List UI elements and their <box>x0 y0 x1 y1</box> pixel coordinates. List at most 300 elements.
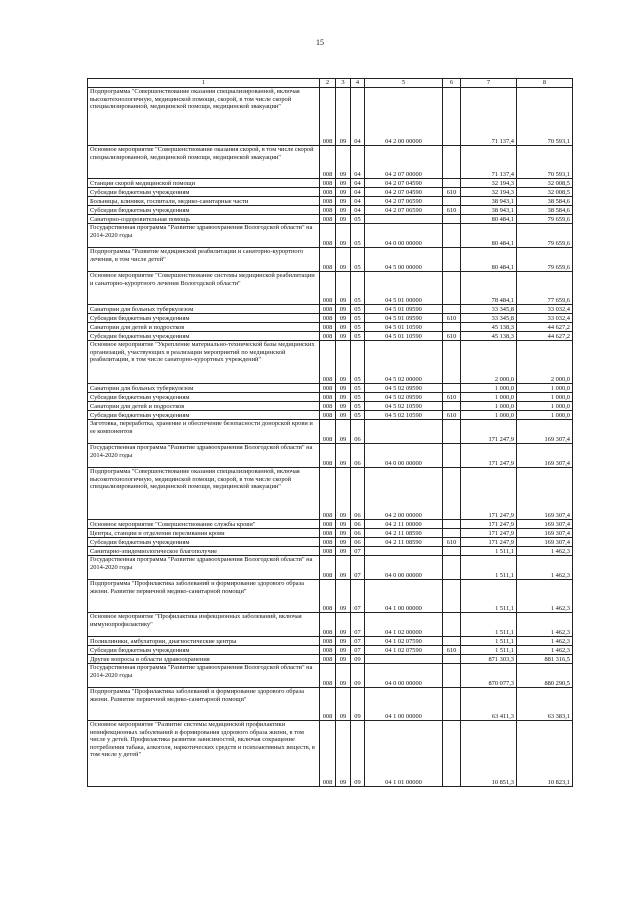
table-row <box>88 538 573 547</box>
target-article-cell: 04 5 00 00000 <box>365 248 443 272</box>
admin-code-cell: 008 <box>320 305 336 314</box>
row-name-cell: Основное мероприятие "Совершенствование системы медицинской реабилитации и санаторно-курортного лечения Вологодской области" <box>88 272 320 305</box>
section-code-cell: 09 <box>336 305 351 314</box>
subsection-code-cell: 05 <box>351 411 365 420</box>
admin-code-cell: 008 <box>320 88 336 146</box>
table-row <box>88 197 573 206</box>
section-code-cell: 09 <box>336 215 351 224</box>
admin-code-cell: 008 <box>320 224 336 248</box>
table-row <box>88 323 573 332</box>
table-header-row <box>88 79 573 88</box>
row-name-cell: Санитарно-эпидемиологическое благополучие <box>88 547 320 556</box>
row-name-cell: Станции скорой медицинской помощи <box>88 179 320 188</box>
target-article-cell: 04 5 02 09590 <box>365 393 443 402</box>
table-row <box>88 468 573 520</box>
column-header: 7 <box>461 79 517 88</box>
table-row <box>88 420 573 444</box>
admin-code-cell: 008 <box>320 197 336 206</box>
table-row <box>88 637 573 646</box>
target-article-cell: 04 5 01 09590 <box>365 305 443 314</box>
row-name-cell: Субсидии бюджетным учреждениям <box>88 314 320 323</box>
row-name-cell: Государственная программа "Развитие здравоохранения Вологодской области" на 2014-2020 годы <box>88 556 320 580</box>
column-header: 6 <box>443 79 461 88</box>
admin-code-cell: 008 <box>320 538 336 547</box>
table-row <box>88 88 573 146</box>
target-article-cell: 04 2 07 04590 <box>365 188 443 197</box>
table-row <box>88 146 573 179</box>
amount-2020-cell: 44 627,2 <box>517 323 573 332</box>
target-article-cell: 04 0 00 00000 <box>365 224 443 248</box>
section-code-cell: 09 <box>336 529 351 538</box>
amount-2019-cell: 78 484,1 <box>461 272 517 305</box>
admin-code-cell: 008 <box>320 529 336 538</box>
admin-code-cell: 008 <box>320 215 336 224</box>
amount-2019-cell: 71 137,4 <box>461 88 517 146</box>
amount-2019-cell: 38 943,1 <box>461 197 517 206</box>
amount-2019-cell: 80 484,1 <box>461 248 517 272</box>
target-article-cell: 04 2 07 00000 <box>365 146 443 179</box>
target-article-cell: 04 2 07 06590 <box>365 206 443 215</box>
target-article-cell: 04 5 01 10590 <box>365 332 443 341</box>
target-article-cell: 04 5 01 00000 <box>365 272 443 305</box>
amount-2019-cell: 1 511,1 <box>461 637 517 646</box>
table-row <box>88 188 573 197</box>
expense-type-cell <box>443 88 461 146</box>
amount-2019-cell: 171 247,9 <box>461 444 517 468</box>
amount-2019-cell: 171 247,9 <box>461 420 517 444</box>
amount-2020-cell: 1 462,3 <box>517 556 573 580</box>
table-row <box>88 444 573 468</box>
section-code-cell: 09 <box>336 646 351 655</box>
subsection-code-cell: 04 <box>351 197 365 206</box>
amount-2019-cell: 1 511,1 <box>461 646 517 655</box>
admin-code-cell: 008 <box>320 272 336 305</box>
amount-2019-cell: 32 194,3 <box>461 188 517 197</box>
budget-table <box>87 78 573 787</box>
amount-2019-cell: 171 247,9 <box>461 538 517 547</box>
admin-code-cell: 008 <box>320 341 336 384</box>
amount-2019-cell: 171 247,9 <box>461 529 517 538</box>
subsection-code-cell: 04 <box>351 88 365 146</box>
row-name-cell: Субсидии бюджетным учреждениям <box>88 646 320 655</box>
amount-2020-cell: 169 307,4 <box>517 529 573 538</box>
amount-2019-cell: 63 411,3 <box>461 688 517 721</box>
row-name-cell: Санатории для больных туберкулезом <box>88 384 320 393</box>
expense-type-cell <box>443 580 461 613</box>
table-row <box>88 248 573 272</box>
table-row <box>88 384 573 393</box>
admin-code-cell: 008 <box>320 420 336 444</box>
target-article-cell: 04 1 02 07590 <box>365 637 443 646</box>
section-code-cell: 09 <box>336 547 351 556</box>
table-row <box>88 580 573 613</box>
section-code-cell: 09 <box>336 444 351 468</box>
amount-2019-cell: 32 194,3 <box>461 179 517 188</box>
subsection-code-cell: 05 <box>351 341 365 384</box>
subsection-code-cell: 05 <box>351 393 365 402</box>
admin-code-cell: 008 <box>320 637 336 646</box>
amount-2019-cell: 1 000,0 <box>461 411 517 420</box>
amount-2020-cell: 880 290,5 <box>517 664 573 688</box>
amount-2020-cell: 1 462,3 <box>517 547 573 556</box>
section-code-cell: 09 <box>336 520 351 529</box>
expense-type-cell <box>443 520 461 529</box>
target-article-cell: 04 2 00 00000 <box>365 88 443 146</box>
table-row <box>88 332 573 341</box>
target-article-cell <box>365 655 443 664</box>
amount-2020-cell: 1 462,3 <box>517 637 573 646</box>
subsection-code-cell: 05 <box>351 332 365 341</box>
expense-type-cell <box>443 468 461 520</box>
row-name-cell: Основное мероприятие "Укрепление материально-технической базы медицинских организаций, участвующих в реализации мероприятий по медицинской реабилитации, в том числе санаторно-курортных учреждений" <box>88 341 320 384</box>
target-article-cell: 04 1 02 00000 <box>365 613 443 637</box>
amount-2019-cell: 1 000,0 <box>461 393 517 402</box>
row-name-cell: Государственная программа "Развитие здравоохранения Вологодской области" на 2014-2020 годы <box>88 224 320 248</box>
table-row <box>88 314 573 323</box>
amount-2019-cell: 1 511,1 <box>461 580 517 613</box>
table-row <box>88 520 573 529</box>
row-name-cell: Субсидии бюджетным учреждениям <box>88 538 320 547</box>
section-code-cell: 09 <box>336 323 351 332</box>
table-row <box>88 305 573 314</box>
admin-code-cell: 008 <box>320 248 336 272</box>
row-name-cell: Основное мероприятие "Совершенствование оказания скорой, в том числе скорой специализированной, медицинской помощи, медицинской эвакуации" <box>88 146 320 179</box>
target-article-cell: 04 2 11 00000 <box>365 520 443 529</box>
expense-type-cell <box>443 146 461 179</box>
table-row <box>88 664 573 688</box>
expense-type-cell <box>443 341 461 384</box>
column-header: 1 <box>88 79 320 88</box>
amount-2020-cell: 77 659,6 <box>517 272 573 305</box>
expense-type-cell <box>443 215 461 224</box>
amount-2020-cell: 1 000,0 <box>517 411 573 420</box>
amount-2019-cell: 10 851,3 <box>461 721 517 787</box>
section-code-cell: 09 <box>336 580 351 613</box>
amount-2020-cell: 10 823,1 <box>517 721 573 787</box>
amount-2019-cell: 45 138,3 <box>461 332 517 341</box>
target-article-cell: 04 0 00 00000 <box>365 556 443 580</box>
amount-2020-cell: 33 032,4 <box>517 305 573 314</box>
subsection-code-cell: 04 <box>351 179 365 188</box>
expense-type-cell: 610 <box>443 314 461 323</box>
amount-2020-cell: 33 032,4 <box>517 314 573 323</box>
admin-code-cell: 008 <box>320 188 336 197</box>
admin-code-cell: 008 <box>320 547 336 556</box>
admin-code-cell: 008 <box>320 580 336 613</box>
column-header: 3 <box>336 79 351 88</box>
row-name-cell: Основное мероприятие "Совершенствование службы крови" <box>88 520 320 529</box>
target-article-cell: 04 2 00 00000 <box>365 468 443 520</box>
target-article-cell: 04 0 00 00000 <box>365 664 443 688</box>
amount-2019-cell: 1 000,0 <box>461 402 517 411</box>
subsection-code-cell: 07 <box>351 556 365 580</box>
amount-2020-cell: 881 316,5 <box>517 655 573 664</box>
subsection-code-cell: 06 <box>351 420 365 444</box>
target-article-cell: 04 2 07 06590 <box>365 197 443 206</box>
amount-2020-cell: 79 659,6 <box>517 215 573 224</box>
table-row <box>88 206 573 215</box>
target-article-cell: 04 2 07 04590 <box>365 179 443 188</box>
admin-code-cell: 008 <box>320 332 336 341</box>
row-name-cell: Подпрограмма "Профилактика заболеваний и формирование здорового образа жизни. Развитие первичной медико-санитарной помощи" <box>88 580 320 613</box>
expense-type-cell <box>443 637 461 646</box>
table-row <box>88 721 573 787</box>
amount-2019-cell: 1 511,1 <box>461 547 517 556</box>
row-name-cell: Больницы, клиники, госпитали, медико-санитарные части <box>88 197 320 206</box>
table-row <box>88 556 573 580</box>
row-name-cell: Основное мероприятие "Развитие системы медицинской профилактики неинфекционных заболеваний и формирования здорового образа жизни, в том числе у детей. Профилактика развития зависимостей, включая сокращение потребления табака, алкоголя, наркотических средств и психоактивных веществ, в том числе у детей" <box>88 721 320 787</box>
amount-2020-cell: 38 584,6 <box>517 206 573 215</box>
row-name-cell: Субсидии бюджетным учреждениям <box>88 332 320 341</box>
table-body <box>88 88 573 787</box>
amount-2020-cell: 63 383,1 <box>517 688 573 721</box>
table-row <box>88 393 573 402</box>
section-code-cell: 09 <box>336 538 351 547</box>
admin-code-cell: 008 <box>320 179 336 188</box>
amount-2019-cell: 1 000,0 <box>461 384 517 393</box>
expense-type-cell <box>443 529 461 538</box>
expense-type-cell <box>443 547 461 556</box>
admin-code-cell: 008 <box>320 664 336 688</box>
section-code-cell: 09 <box>336 332 351 341</box>
subsection-code-cell: 04 <box>351 188 365 197</box>
subsection-code-cell: 05 <box>351 314 365 323</box>
subsection-code-cell: 05 <box>351 272 365 305</box>
expense-type-cell: 610 <box>443 411 461 420</box>
expense-type-cell: 610 <box>443 393 461 402</box>
amount-2020-cell: 32 008,5 <box>517 188 573 197</box>
section-code-cell: 09 <box>336 411 351 420</box>
row-name-cell: Заготовка, переработка, хранение и обеспечение безопасности донорской крови и ее компонентов <box>88 420 320 444</box>
amount-2020-cell: 1 000,0 <box>517 384 573 393</box>
expense-type-cell <box>443 402 461 411</box>
subsection-code-cell: 05 <box>351 402 365 411</box>
amount-2019-cell: 45 138,3 <box>461 323 517 332</box>
row-name-cell: Подпрограмма "Совершенствование оказания специализированной, включая высокотехнологичную, медицинской помощи, скорой, в том числе скорой специализированной, медицинской помощи, медицинской эвакуации" <box>88 468 320 520</box>
section-code-cell: 09 <box>336 248 351 272</box>
amount-2020-cell: 38 584,6 <box>517 197 573 206</box>
subsection-code-cell: 07 <box>351 613 365 637</box>
row-name-cell: Субсидии бюджетным учреждениям <box>88 393 320 402</box>
subsection-code-cell: 05 <box>351 248 365 272</box>
table-row <box>88 655 573 664</box>
amount-2020-cell: 169 307,4 <box>517 420 573 444</box>
target-article-cell <box>365 215 443 224</box>
section-code-cell: 09 <box>336 688 351 721</box>
admin-code-cell: 008 <box>320 520 336 529</box>
amount-2019-cell: 870 077,3 <box>461 664 517 688</box>
target-article-cell <box>365 547 443 556</box>
expense-type-cell: 610 <box>443 332 461 341</box>
subsection-code-cell: 05 <box>351 224 365 248</box>
table-row <box>88 547 573 556</box>
amount-2020-cell: 169 307,4 <box>517 468 573 520</box>
admin-code-cell: 008 <box>320 688 336 721</box>
expense-type-cell: 610 <box>443 188 461 197</box>
row-name-cell: Подпрограмма "Профилактика заболеваний и формирование здорового образа жизни. Развитие первичной медико-санитарной помощи" <box>88 688 320 721</box>
section-code-cell: 09 <box>336 224 351 248</box>
admin-code-cell: 008 <box>320 146 336 179</box>
admin-code-cell: 008 <box>320 393 336 402</box>
section-code-cell: 09 <box>336 402 351 411</box>
row-name-cell: Санатории для детей и подростков <box>88 402 320 411</box>
column-header: 5 <box>365 79 443 88</box>
target-article-cell: 04 0 00 00000 <box>365 444 443 468</box>
amount-2020-cell: 44 627,2 <box>517 332 573 341</box>
subsection-code-cell: 04 <box>351 146 365 179</box>
subsection-code-cell: 06 <box>351 468 365 520</box>
target-article-cell: 04 1 01 00000 <box>365 721 443 787</box>
row-name-cell: Государственная программа "Развитие здравоохранения Вологодской области" на 2014-2020 годы <box>88 664 320 688</box>
target-article-cell: 04 5 01 09590 <box>365 314 443 323</box>
expense-type-cell <box>443 613 461 637</box>
row-name-cell: Субсидии бюджетным учреждениям <box>88 206 320 215</box>
section-code-cell: 09 <box>336 88 351 146</box>
row-name-cell: Другие вопросы в области здравоохранения <box>88 655 320 664</box>
target-article-cell: 04 5 02 10590 <box>365 402 443 411</box>
row-name-cell: Подпрограмма "Совершенствование оказания специализированной, включая высокотехнологичную, медицинской помощи, скорой, в том числе скорой специализированной, медицинской помощи, медицинской эвакуации" <box>88 88 320 146</box>
admin-code-cell: 008 <box>320 384 336 393</box>
admin-code-cell: 008 <box>320 556 336 580</box>
amount-2020-cell: 79 659,6 <box>517 248 573 272</box>
section-code-cell: 09 <box>336 556 351 580</box>
amount-2019-cell: 33 345,8 <box>461 305 517 314</box>
row-name-cell: Санатории для детей и подростков <box>88 323 320 332</box>
table-row <box>88 613 573 637</box>
row-name-cell: Субсидии бюджетным учреждениям <box>88 411 320 420</box>
subsection-code-cell: 09 <box>351 688 365 721</box>
amount-2020-cell: 32 008,5 <box>517 179 573 188</box>
amount-2019-cell: 1 511,1 <box>461 556 517 580</box>
amount-2019-cell: 1 511,1 <box>461 613 517 637</box>
amount-2019-cell: 171 247,9 <box>461 520 517 529</box>
admin-code-cell: 008 <box>320 444 336 468</box>
expense-type-cell <box>443 179 461 188</box>
subsection-code-cell: 07 <box>351 547 365 556</box>
row-name-cell: Подпрограмма "Развитие медицинской реабилитации и санаторно-курортного лечения, в том числе детей" <box>88 248 320 272</box>
expense-type-cell <box>443 224 461 248</box>
target-article-cell: 04 1 00 00000 <box>365 580 443 613</box>
section-code-cell: 09 <box>336 179 351 188</box>
table-row <box>88 411 573 420</box>
amount-2019-cell: 33 345,8 <box>461 314 517 323</box>
target-article-cell: 04 1 02 07590 <box>365 646 443 655</box>
section-code-cell: 09 <box>336 384 351 393</box>
amount-2019-cell: 71 137,4 <box>461 146 517 179</box>
subsection-code-cell: 05 <box>351 384 365 393</box>
admin-code-cell: 008 <box>320 314 336 323</box>
amount-2020-cell: 70 593,1 <box>517 146 573 179</box>
section-code-cell: 09 <box>336 188 351 197</box>
amount-2019-cell: 171 247,9 <box>461 468 517 520</box>
table-row <box>88 646 573 655</box>
section-code-cell: 09 <box>336 393 351 402</box>
section-code-cell: 09 <box>336 468 351 520</box>
expense-type-cell <box>443 664 461 688</box>
subsection-code-cell: 07 <box>351 646 365 655</box>
amount-2020-cell: 79 659,6 <box>517 224 573 248</box>
target-article-cell <box>365 420 443 444</box>
amount-2020-cell: 1 462,3 <box>517 646 573 655</box>
subsection-code-cell: 06 <box>351 520 365 529</box>
section-code-cell: 09 <box>336 613 351 637</box>
expense-type-cell: 610 <box>443 538 461 547</box>
expense-type-cell <box>443 272 461 305</box>
expense-type-cell <box>443 323 461 332</box>
expense-type-cell <box>443 384 461 393</box>
expense-type-cell <box>443 556 461 580</box>
section-code-cell: 09 <box>336 314 351 323</box>
subsection-code-cell: 06 <box>351 444 365 468</box>
table-row <box>88 179 573 188</box>
target-article-cell: 04 1 00 00000 <box>365 688 443 721</box>
row-name-cell: Поликлиники, амбулатории, диагностические центры <box>88 637 320 646</box>
admin-code-cell: 008 <box>320 613 336 637</box>
row-name-cell: Основное мероприятие "Профилактика инфекционных заболеваний, включая иммунопрофилактику" <box>88 613 320 637</box>
expense-type-cell <box>443 305 461 314</box>
admin-code-cell: 008 <box>320 721 336 787</box>
expense-type-cell <box>443 444 461 468</box>
amount-2020-cell: 169 307,4 <box>517 444 573 468</box>
subsection-code-cell: 06 <box>351 538 365 547</box>
page-number: 15 <box>316 38 324 47</box>
table-row <box>88 402 573 411</box>
expense-type-cell <box>443 688 461 721</box>
amount-2020-cell: 1 000,0 <box>517 393 573 402</box>
row-name-cell: Центры, станции и отделения переливания крови <box>88 529 320 538</box>
target-article-cell: 04 5 01 10590 <box>365 323 443 332</box>
amount-2020-cell: 70 593,1 <box>517 88 573 146</box>
section-code-cell: 09 <box>336 664 351 688</box>
amount-2020-cell: 1 000,0 <box>517 402 573 411</box>
subsection-code-cell: 06 <box>351 529 365 538</box>
subsection-code-cell: 07 <box>351 637 365 646</box>
admin-code-cell: 008 <box>320 646 336 655</box>
section-code-cell: 09 <box>336 146 351 179</box>
target-article-cell: 04 2 11 08590 <box>365 529 443 538</box>
amount-2020-cell: 2 000,0 <box>517 341 573 384</box>
admin-code-cell: 008 <box>320 402 336 411</box>
section-code-cell: 09 <box>336 197 351 206</box>
subsection-code-cell: 09 <box>351 655 365 664</box>
amount-2019-cell: 2 000,0 <box>461 341 517 384</box>
target-article-cell: 04 5 02 10590 <box>365 411 443 420</box>
section-code-cell: 09 <box>336 206 351 215</box>
subsection-code-cell: 07 <box>351 580 365 613</box>
amount-2019-cell: 871 303,3 <box>461 655 517 664</box>
expense-type-cell: 610 <box>443 206 461 215</box>
table-row <box>88 529 573 538</box>
expense-type-cell <box>443 655 461 664</box>
expense-type-cell <box>443 197 461 206</box>
table-row <box>88 215 573 224</box>
amount-2019-cell: 80 484,1 <box>461 215 517 224</box>
amount-2020-cell: 169 307,4 <box>517 520 573 529</box>
amount-2019-cell: 80 484,1 <box>461 224 517 248</box>
amount-2020-cell: 1 462,3 <box>517 580 573 613</box>
row-name-cell: Субсидии бюджетным учреждениям <box>88 188 320 197</box>
target-article-cell: 04 2 11 08590 <box>365 538 443 547</box>
amount-2020-cell: 1 462,3 <box>517 613 573 637</box>
subsection-code-cell: 05 <box>351 323 365 332</box>
subsection-code-cell: 09 <box>351 664 365 688</box>
admin-code-cell: 008 <box>320 655 336 664</box>
amount-2019-cell: 38 943,1 <box>461 206 517 215</box>
section-code-cell: 09 <box>336 341 351 384</box>
row-name-cell: Государственная программа "Развитие здравоохранения Вологодской области" на 2014-2020 годы <box>88 444 320 468</box>
expense-type-cell <box>443 420 461 444</box>
amount-2020-cell: 169 307,4 <box>517 538 573 547</box>
